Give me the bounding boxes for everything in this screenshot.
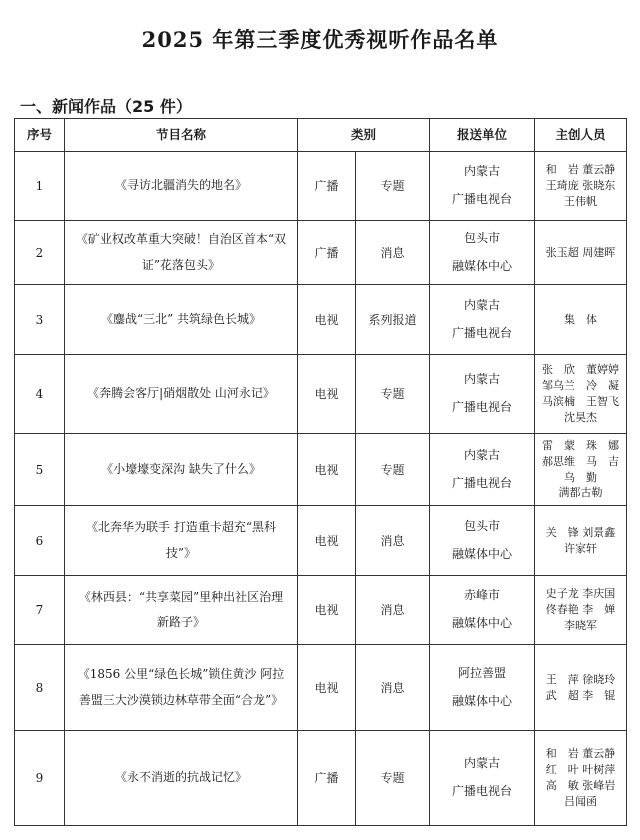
works-table: [14, 118, 627, 826]
row-index: 7: [15, 576, 65, 645]
row-index: 4: [15, 355, 65, 434]
row-index: 1: [15, 152, 65, 221]
unit-line: 融媒体中心: [452, 693, 513, 708]
table-row: [15, 645, 627, 731]
row-unit: [430, 731, 535, 826]
row-index: 6: [15, 506, 65, 576]
unit-line: 内蒙古: [464, 297, 501, 312]
creator-line: 马滨楠 王智飞: [542, 395, 620, 408]
unit-line: 内蒙古: [464, 164, 501, 179]
row-unit: [430, 285, 535, 355]
table-row: [15, 731, 627, 826]
creator-line: 许家轩: [564, 541, 598, 555]
row-creators: [535, 731, 627, 826]
row-type: 专题: [356, 355, 430, 434]
row-medium: 电视: [298, 434, 356, 506]
creator-line: 王琦庞 张晓东: [545, 179, 616, 193]
row-program-name: 《寻访北疆消失的地名》: [65, 152, 298, 221]
row-type: 消息: [356, 645, 430, 731]
row-unit: [430, 152, 535, 221]
unit-line: 广播电视台: [452, 400, 513, 414]
unit-line: 赤峰市: [464, 588, 501, 603]
row-program-name: 《林西县：“共享菜园”里种出社区治理新路子》: [65, 576, 298, 645]
creator-line: 李晓军: [564, 618, 598, 632]
row-unit: [430, 434, 535, 506]
row-type: 消息: [356, 506, 430, 576]
unit-line: 广播电视台: [452, 784, 513, 798]
unit-line: 阿拉善盟: [458, 665, 507, 680]
row-medium: 电视: [298, 576, 356, 645]
row-program-name: 《北奔华为联手 打造重卡超充“黑科技”》: [65, 506, 298, 576]
row-creators: [535, 434, 627, 506]
row-type: 消息: [356, 576, 430, 645]
table-row: [15, 152, 627, 221]
unit-line: 内蒙古: [464, 372, 501, 387]
creator-line: 雷 蒙 珠 娜: [542, 438, 620, 452]
header-category: 类别: [298, 119, 430, 152]
table-row: [15, 221, 627, 285]
document-title: 2025 年第三季度优秀视听作品名单: [141, 27, 499, 52]
section-heading: 一、新闻作品（25 件）: [20, 97, 192, 116]
row-creators: [535, 576, 627, 645]
creator-line: 集 体: [564, 312, 598, 326]
unit-line: 包头市: [464, 230, 501, 245]
header-program-name: 节目名称: [65, 119, 298, 152]
creator-line: 关 锋 刘景鑫: [545, 525, 616, 539]
creator-line: 沈昊杰: [564, 410, 598, 424]
row-program-name: 《鏖战“三北” 共筑绿色长城》: [65, 285, 298, 355]
row-index: 5: [15, 434, 65, 506]
unit-line: 广播电视台: [452, 325, 513, 340]
header-creators: 主创人员: [535, 119, 627, 152]
unit-line: 广播电视台: [452, 192, 513, 206]
row-type: 专题: [356, 731, 430, 826]
unit-line: 内蒙古: [464, 447, 501, 462]
creator-line: 武 超 李 锟: [545, 688, 616, 702]
row-creators: [535, 506, 627, 576]
row-unit: [430, 576, 535, 645]
creator-line: 和 岩 董云静: [545, 747, 616, 761]
row-program-name: 《矿业权改革重大突破！自治区首本“双证”花落包头》: [65, 221, 298, 285]
row-type: 专题: [356, 434, 430, 506]
unit-line: 融媒体中心: [452, 258, 513, 273]
table-row: [15, 434, 627, 506]
creator-line: 张 欣 董婷婷: [542, 363, 620, 377]
creator-line: 邹乌兰 冷 凝: [542, 379, 620, 393]
row-creators: [535, 221, 627, 285]
row-creators: [535, 285, 627, 355]
row-unit: [430, 645, 535, 731]
row-unit: [430, 221, 535, 285]
row-program-name: 《奔腾会客厅|硝烟散处 山河永记》: [65, 355, 298, 434]
creator-line: 吕闻函: [564, 794, 598, 808]
unit-line: 内蒙古: [464, 756, 501, 771]
row-medium: 电视: [298, 285, 356, 355]
row-type: 消息: [356, 221, 430, 285]
row-program-name: 《小壕壕变深沟 缺失了什么》: [65, 434, 298, 506]
row-medium: 电视: [298, 355, 356, 434]
table-row: [15, 355, 627, 434]
row-creators: [535, 152, 627, 221]
header-unit: 报送单位: [430, 119, 535, 152]
table-header-row: [15, 119, 627, 152]
creator-line: 和 岩 董云静: [545, 163, 616, 177]
row-medium: 广播: [298, 152, 356, 221]
row-program-name: 《永不消逝的抗战记忆》: [65, 731, 298, 826]
row-unit: [430, 355, 535, 434]
creator-line: 张玉超 周建晖: [545, 245, 616, 259]
table-row: [15, 506, 627, 576]
row-creators: [535, 645, 627, 731]
row-medium: 广播: [298, 731, 356, 826]
unit-line: 包头市: [464, 518, 501, 533]
row-medium: 广播: [298, 221, 356, 285]
row-type: 专题: [356, 152, 430, 221]
table-row: [15, 285, 627, 355]
creator-line: 满都古勒: [558, 486, 603, 500]
row-program-name: 《1856 公里“绿色长城”锁住黄沙 阿拉善盟三大沙漠锁边林草带全面“合龙”》: [65, 645, 298, 731]
row-type: 系列报道: [356, 285, 430, 355]
row-index: 8: [15, 645, 65, 731]
row-creators: [535, 355, 627, 434]
creator-line: 红 叶 叶树萍: [545, 763, 616, 777]
row-index: 3: [15, 285, 65, 355]
header-index: 序号: [15, 119, 65, 152]
creator-line: 郝思维 马 吉: [542, 454, 620, 468]
row-unit: [430, 506, 535, 576]
creator-line: 王伟帆: [564, 194, 598, 208]
row-index: 9: [15, 731, 65, 826]
table-row: [15, 576, 627, 645]
creator-line: 王 萍 徐晓玲: [545, 672, 616, 686]
creator-line: 史子龙 李庆国: [545, 587, 616, 601]
row-medium: 电视: [298, 506, 356, 576]
unit-line: 广播电视台: [452, 475, 513, 490]
creator-line: 乌 勤: [564, 470, 598, 484]
unit-line: 融媒体中心: [452, 546, 513, 561]
unit-line: 融媒体中心: [452, 616, 513, 630]
creator-line: 高 敏 张峰岩: [545, 779, 616, 792]
row-index: 2: [15, 221, 65, 285]
creator-line: 佟春艳 李 婵: [545, 603, 616, 617]
row-medium: 电视: [298, 645, 356, 731]
